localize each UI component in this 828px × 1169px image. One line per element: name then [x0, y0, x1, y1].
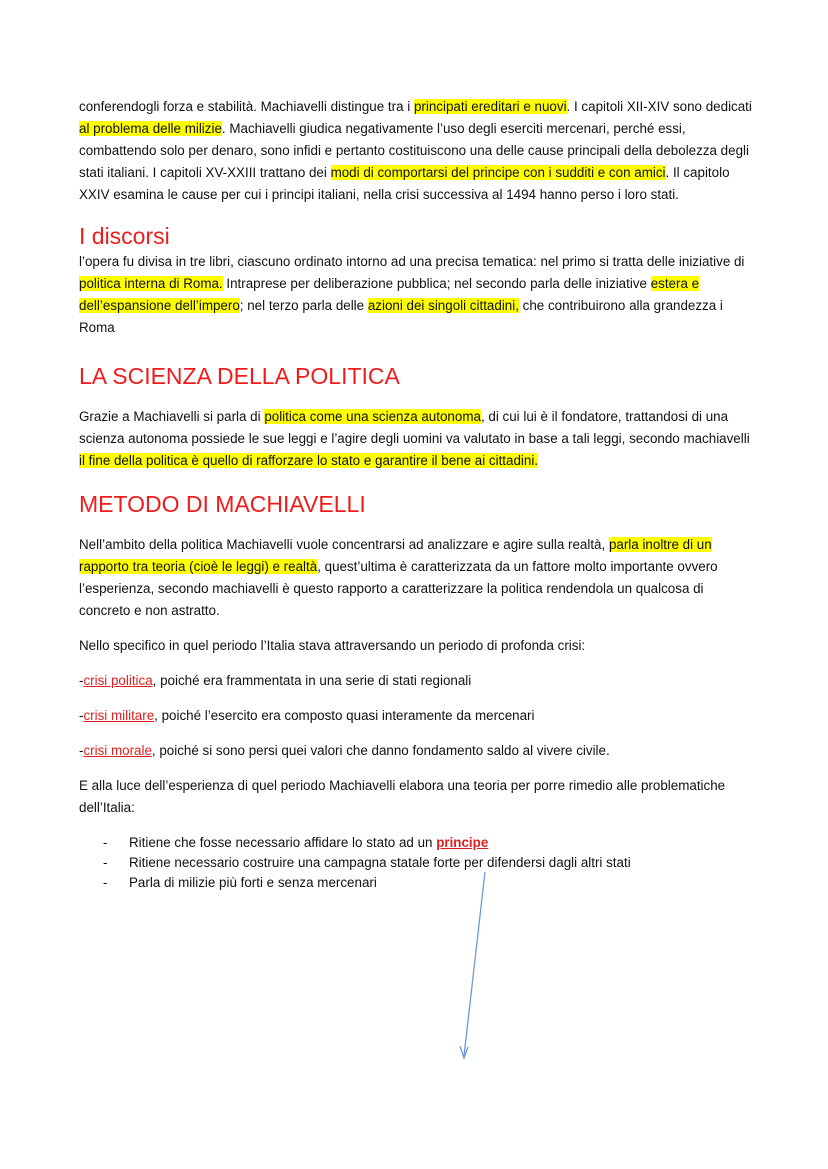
arrow-line: [464, 872, 485, 1056]
paragraph-luce: E alla luce dell’esperienza di quel periodo Machiavelli elabora una teoria per porre rimedio alle problematiche dell’Italia:: [79, 778, 726, 815]
highlight: estera e dell’espansione dell’impero: [79, 276, 700, 313]
heading-scienza-politica: LA SCIENZA DELLA POLITICA: [79, 363, 400, 389]
crisi-militare-line: -crisi militare, poiché l’esercito era composto quasi interamente da mercenari: [79, 708, 535, 723]
paragraph-principe-chapters: conferendogli forza e stabilità. Machiavelli distingue tra i principati ereditari e nuovi. I capitoli XII-XIV sono dedicati al problema delle milizie. Machiavelli giudica negativamente l’uso degli eserciti mercenari, perché essi, combattendo solo per denaro, sono infidi e pertanto costituiscono una delle cause principali della debolezza degli stati italiani. I capitoli XV-XXIII trattano dei modi di comportarsi del principe con i sudditi e con amici. Il capitolo XXIV esamina le cause per cui i principi italiani, nella crisi successiva al 1494 hanno perso i loro stati.: [79, 99, 752, 202]
list-item: - Parla di milizie più forti e senza mercenari: [79, 873, 754, 893]
heading-metodo: METODO DI MACHIAVELLI: [79, 491, 366, 517]
highlight: principati ereditari e nuovi: [413, 99, 567, 114]
paragraph-discorsi: l’opera fu divisa in tre libri, ciascuno ordinato intorno ad una precisa tematica: nel primo si tratta delle iniziative di politica interna di Roma. Intraprese per deliberazione pubblica; nel secondo parla delle iniziative estera e dell’espansione dell’impero; nel terzo parla delle azioni dei singoli cittadini, che contribuirono alla grandezza i Roma: [79, 254, 745, 335]
highlight: modi di comportarsi del principe con i sudditi e con amici: [330, 165, 666, 180]
highlight: azioni dei singoli cittadini,: [367, 298, 519, 313]
paragraph-intro-crisi: Nello specifico in quel periodo l’Italia stava attraversando un periodo di profonda crisi:: [79, 638, 586, 653]
crisi-politica-line: -crisi politica, poiché era frammentata in una serie di stati regionali: [79, 673, 472, 688]
highlight: politica interna di Roma.: [79, 276, 223, 291]
highlight: il fine della politica è quello di rafforzare lo stato e garantire il bene ai cittadini.: [79, 453, 539, 468]
crisi-morale-line: -crisi morale, poiché si sono persi quei valori che danno fondamento saldo al vivere civile.: [79, 743, 610, 758]
highlight: politica come una scienza autonoma: [264, 409, 481, 424]
list-item: - Ritiene necessario costruire una campagna statale forte per difendersi dagli altri stati: [79, 853, 754, 873]
paragraph-metodo: Nell’ambito della politica Machiavelli vuole concentrarsi ad analizzare e agire sulla realtà, parla inoltre di un rapporto tra teoria (cioè le leggi) e realtà, quest’ultima è caratterizzata da un fattore molto importante ovvero l’esperienza, secondo machiavelli è questo rapporto a caratterizzare la politica rendendola un qualcosa di concreto e non astratto.: [79, 537, 718, 618]
highlight: al problema delle milizie: [79, 121, 222, 136]
highlight: parla inoltre di un rapporto tra teoria (cioè le leggi) e realtà: [79, 537, 712, 574]
paragraph-scienza: Grazie a Machiavelli si parla di politica come una scienza autonoma, di cui lui è il fondatore, trattandosi di una scienza autonoma possiede le sue leggi e l’agire degli uomini va valutato in base a tali leggi, secondo machiavelli il fine della politica è quello di rafforzare lo stato e garantire il bene ai cittadini.: [79, 409, 750, 468]
list-item: - Ritiene che fosse necessario affidare lo stato ad un principe: [79, 833, 754, 853]
heading-discorsi: I discorsi: [79, 223, 170, 249]
